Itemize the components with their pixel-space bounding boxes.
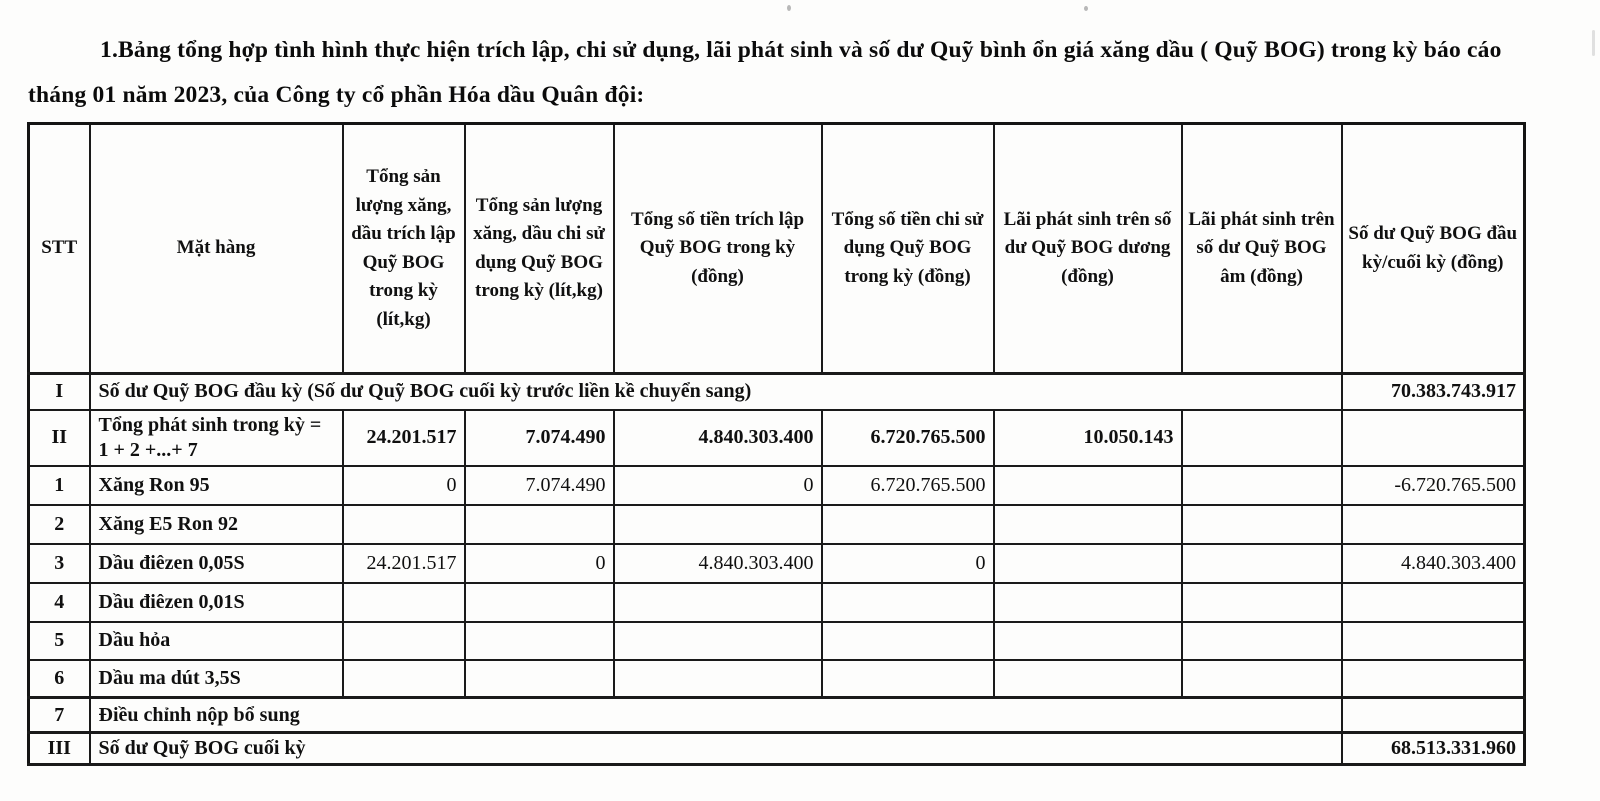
cell-lai-duong (994, 583, 1182, 622)
cell-lai-am (1182, 660, 1342, 698)
col-header-lai-duong: Lãi phát sinh trên số dư Quỹ BOG dương (đồng) (994, 124, 1182, 374)
cell-tien-su-dung (822, 622, 994, 660)
cell-so-du (1342, 505, 1525, 544)
cell-qty-trich-lap (343, 660, 465, 698)
cell-qty-trich-lap: 24.201.517 (343, 544, 465, 583)
table-row-dau-diezen-005s (29, 544, 1525, 583)
cell-tien-trich-lap: 4.840.303.400 (614, 544, 822, 583)
table-row-dau-diezen-001s (29, 583, 1525, 622)
report-title: 1.Bảng tổng hợp tình hình thực hiện trích lập, chi sử dụng, lãi phát sinh và số dư Quỹ bình ổn giá xăng dầu ( Quỹ BOG) trong kỳ báo cáo tháng 01 năm 2023, của Công ty cổ phần Hóa dầu Quân đội: (28, 37, 1502, 108)
cell-lai-duong (994, 622, 1182, 660)
cell-tien-trich-lap: 4.840.303.400 (614, 410, 822, 466)
col-header-tien-su-dung: Tổng số tiền chi sử dụng Quỹ BOG trong kỳ (đồng) (822, 124, 994, 374)
cell-lai-am (1182, 583, 1342, 622)
cell-so-du: -6.720.765.500 (1342, 466, 1525, 505)
cell-so-du (1342, 583, 1525, 622)
table-row-xang-e5ron92 (29, 505, 1525, 544)
cell-row-label: Số dư Quỹ BOG cuối kỳ (90, 733, 1342, 765)
cell-row-label: Dầu điêzen 0,01S (90, 583, 343, 622)
cell-row-label: Dầu điêzen 0,05S (90, 544, 343, 583)
cell-qty-su-dung: 7.074.490 (465, 466, 614, 505)
cell-lai-am (1182, 622, 1342, 660)
cell-lai-duong (994, 544, 1182, 583)
cell-qty-trich-lap: 0 (343, 466, 465, 505)
cell-row-label: Xăng E5 Ron 92 (90, 505, 343, 544)
scan-artifact (787, 5, 791, 11)
cell-tien-trich-lap: 0 (614, 466, 822, 505)
cell-qty-trich-lap (343, 583, 465, 622)
cell-stt: II (29, 410, 90, 466)
cell-lai-am (1182, 505, 1342, 544)
col-header-lai-am: Lãi phát sinh trên số dư Quỹ BOG âm (đồng) (1182, 124, 1342, 374)
cell-so-du (1342, 410, 1525, 466)
cell-lai-duong: 10.050.143 (994, 410, 1182, 466)
cell-qty-su-dung: 0 (465, 544, 614, 583)
cell-qty-su-dung (465, 622, 614, 660)
table-row-closing-balance (29, 733, 1525, 765)
cell-stt: 3 (29, 544, 90, 583)
bog-fund-table (27, 122, 1526, 766)
cell-stt: 5 (29, 622, 90, 660)
cell-so-du (1342, 660, 1525, 698)
cell-stt: 2 (29, 505, 90, 544)
scan-artifact (1084, 6, 1088, 11)
col-header-qty-trich-lap: Tổng sản lượng xăng, dầu trích lập Quỹ BOG trong kỳ (lít,kg) (343, 124, 465, 374)
cell-tien-trich-lap (614, 660, 822, 698)
cell-stt: I (29, 374, 90, 410)
cell-tien-su-dung: 0 (822, 544, 994, 583)
cell-tien-su-dung: 6.720.765.500 (822, 466, 994, 505)
scan-artifact (1592, 30, 1595, 56)
cell-so-du: 70.383.743.917 (1342, 374, 1525, 410)
cell-so-du (1342, 622, 1525, 660)
table-header-row (29, 124, 1525, 374)
cell-tien-trich-lap (614, 622, 822, 660)
cell-qty-su-dung (465, 505, 614, 544)
cell-row-label: Dầu hỏa (90, 622, 343, 660)
cell-tien-trich-lap (614, 505, 822, 544)
table-row-dieu-chinh (29, 698, 1525, 733)
cell-qty-su-dung (465, 660, 614, 698)
table-row-xang-ron95 (29, 466, 1525, 505)
cell-so-du: 68.513.331.960 (1342, 733, 1525, 765)
cell-row-label: Số dư Quỹ BOG đầu kỳ (Số dư Quỹ BOG cuối kỳ trước liền kề chuyển sang) (90, 374, 1342, 410)
cell-tien-su-dung (822, 505, 994, 544)
cell-stt: 4 (29, 583, 90, 622)
cell-tien-su-dung (822, 660, 994, 698)
cell-lai-duong (994, 505, 1182, 544)
cell-qty-su-dung: 7.074.490 (465, 410, 614, 466)
cell-qty-trich-lap (343, 505, 465, 544)
cell-lai-am (1182, 544, 1342, 583)
table-row-dau-ma-dut (29, 660, 1525, 698)
cell-stt: III (29, 733, 90, 765)
cell-row-label: Dầu ma dút 3,5S (90, 660, 343, 698)
col-header-qty-su-dung: Tổng sản lượng xăng, dầu chi sử dụng Quỹ BOG trong kỳ (lít,kg) (465, 124, 614, 374)
table-row-opening-balance (29, 374, 1525, 410)
cell-stt: 6 (29, 660, 90, 698)
cell-qty-trich-lap: 24.201.517 (343, 410, 465, 466)
table-row-dau-hoa (29, 622, 1525, 660)
cell-so-du: 4.840.303.400 (1342, 544, 1525, 583)
cell-qty-su-dung (465, 583, 614, 622)
cell-row-label: Tổng phát sinh trong kỳ = 1 + 2 +...+ 7 (90, 410, 343, 466)
col-header-tien-trich-lap: Tổng số tiền trích lập Quỹ BOG trong kỳ (đồng) (614, 124, 822, 374)
col-header-item: Mặt hàng (90, 124, 343, 374)
col-header-so-du: Số dư Quỹ BOG đầu kỳ/cuối kỳ (đồng) (1342, 124, 1525, 374)
cell-row-label: Xăng Ron 95 (90, 466, 343, 505)
cell-lai-am (1182, 410, 1342, 466)
cell-lai-am (1182, 466, 1342, 505)
cell-so-du (1342, 698, 1525, 733)
cell-tien-su-dung (822, 583, 994, 622)
cell-tien-trich-lap (614, 583, 822, 622)
cell-tien-su-dung: 6.720.765.500 (822, 410, 994, 466)
table-row-total-in-period (29, 410, 1525, 466)
cell-stt: 7 (29, 698, 90, 733)
cell-row-label: Điều chỉnh nộp bổ sung (90, 698, 1342, 733)
cell-lai-duong (994, 466, 1182, 505)
cell-lai-duong (994, 660, 1182, 698)
cell-qty-trich-lap (343, 622, 465, 660)
cell-stt: 1 (29, 466, 90, 505)
col-header-stt: STT (29, 124, 90, 374)
